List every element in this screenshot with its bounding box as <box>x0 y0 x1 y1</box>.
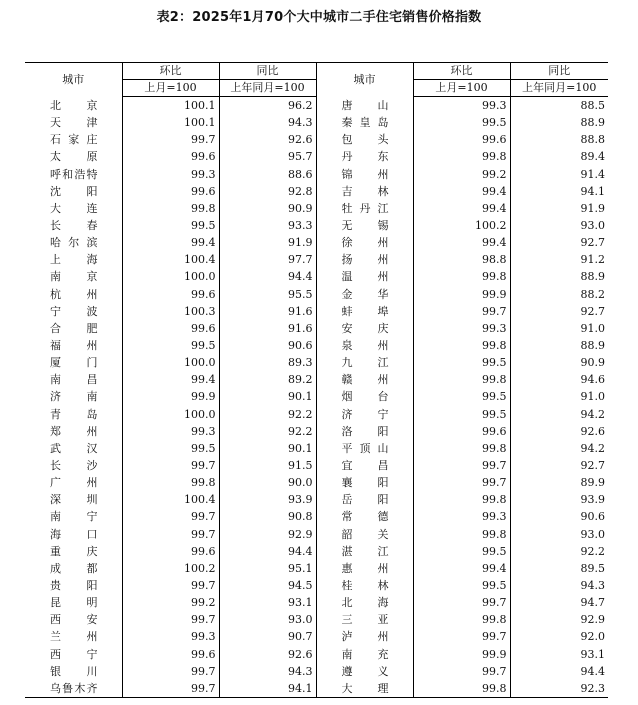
cell-mom-right: 98.8 <box>413 251 510 268</box>
table-row <box>25 217 608 234</box>
cell-mom-right: 99.3 <box>413 97 510 115</box>
cell-mom-right: 99.8 <box>413 611 510 628</box>
table-row <box>25 594 608 611</box>
cell-mom-right: 99.4 <box>413 183 510 200</box>
cell-mom-left: 99.6 <box>122 148 219 165</box>
cell-city-left: 石家庄 <box>50 133 98 147</box>
cell-city-left: 昆明 <box>50 596 98 610</box>
cell-yoy-left: 91.6 <box>219 320 316 337</box>
cell-mom-right: 99.3 <box>413 508 510 525</box>
cell-mom-right: 99.9 <box>413 646 510 663</box>
header-yoy-left: 同比 <box>219 63 316 80</box>
cell-yoy-left: 92.6 <box>219 646 316 663</box>
cell-mom-right: 99.5 <box>413 406 510 423</box>
cell-yoy-left: 92.8 <box>219 183 316 200</box>
header-yoy-right: 同比 <box>510 63 608 80</box>
cell-mom-left: 99.3 <box>122 628 219 645</box>
cell-mom-right: 99.6 <box>413 423 510 440</box>
cell-city-left: 宁波 <box>50 304 98 318</box>
cell-mom-left: 99.7 <box>122 577 219 594</box>
table-body <box>25 97 608 698</box>
cell-city-left: 哈尔滨 <box>50 236 98 250</box>
cell-mom-left: 99.6 <box>122 320 219 337</box>
cell-mom-right: 100.2 <box>413 217 510 234</box>
cell-city-right: 牡丹江 <box>316 200 413 217</box>
cell-city-right: 扬州 <box>316 251 413 268</box>
cell-mom-right: 99.5 <box>413 388 510 405</box>
cell-city-right: 吉林 <box>316 183 413 200</box>
cell-mom-left: 99.7 <box>122 526 219 543</box>
cell-mom-right: 99.8 <box>413 491 510 508</box>
table-row <box>25 577 608 594</box>
cell-city-right: 济宁 <box>316 406 413 423</box>
cell-yoy-left: 90.0 <box>219 474 316 491</box>
table-row <box>25 114 608 131</box>
cell-yoy-right: 88.5 <box>510 97 608 115</box>
cell-yoy-left: 92.2 <box>219 406 316 423</box>
cell-city-right: 桂林 <box>316 577 413 594</box>
cell-yoy-left: 92.9 <box>219 526 316 543</box>
table-row <box>25 200 608 217</box>
cell-city-left: 北京 <box>50 98 98 112</box>
cell-city-right: 大理 <box>316 680 413 698</box>
cell-yoy-right: 93.0 <box>510 217 608 234</box>
cell-yoy-right: 92.7 <box>510 234 608 251</box>
table-row <box>25 97 608 115</box>
cell-mom-left: 99.7 <box>122 131 219 148</box>
cell-yoy-right: 93.1 <box>510 646 608 663</box>
header-yoy-base-right: 上年同月=100 <box>510 80 608 97</box>
cell-city-left: 合肥 <box>50 321 98 335</box>
cell-mom-right: 99.5 <box>413 577 510 594</box>
cell-yoy-left: 90.1 <box>219 440 316 457</box>
header-mom-base-left: 上月=100 <box>122 80 219 97</box>
cell-mom-right: 99.8 <box>413 337 510 354</box>
cell-yoy-right: 92.9 <box>510 611 608 628</box>
cell-city-right: 襄阳 <box>316 474 413 491</box>
cell-mom-right: 99.8 <box>413 268 510 285</box>
cell-mom-left: 99.9 <box>122 388 219 405</box>
cell-yoy-right: 92.2 <box>510 543 608 560</box>
cell-city-left: 呼和浩特 <box>50 167 98 181</box>
table-row <box>25 406 608 423</box>
cell-city-right: 唐山 <box>316 97 413 115</box>
cell-mom-left: 99.7 <box>122 611 219 628</box>
cell-yoy-right: 92.7 <box>510 457 608 474</box>
cell-yoy-left: 94.3 <box>219 663 316 680</box>
cell-mom-left: 99.7 <box>122 508 219 525</box>
cell-mom-right: 99.9 <box>413 286 510 303</box>
cell-city-left: 海口 <box>50 527 98 541</box>
table-row <box>25 526 608 543</box>
table-row <box>25 628 608 645</box>
table-row <box>25 457 608 474</box>
cell-yoy-right: 89.4 <box>510 148 608 165</box>
cell-yoy-right: 88.9 <box>510 114 608 131</box>
cell-mom-right: 99.8 <box>413 440 510 457</box>
table-row <box>25 560 608 577</box>
cell-city-right: 宜昌 <box>316 457 413 474</box>
cell-yoy-left: 96.2 <box>219 97 316 115</box>
table-row <box>25 371 608 388</box>
table-row <box>25 474 608 491</box>
cell-mom-left: 99.7 <box>122 457 219 474</box>
cell-city-left: 天津 <box>50 116 98 130</box>
cell-mom-right: 99.4 <box>413 200 510 217</box>
cell-city-left: 厦门 <box>50 356 98 370</box>
cell-mom-left: 99.2 <box>122 594 219 611</box>
cell-yoy-right: 93.9 <box>510 491 608 508</box>
cell-mom-right: 99.7 <box>413 303 510 320</box>
cell-yoy-right: 91.0 <box>510 388 608 405</box>
cell-yoy-left: 90.1 <box>219 388 316 405</box>
cell-city-right: 徐州 <box>316 234 413 251</box>
cell-yoy-right: 90.6 <box>510 508 608 525</box>
cell-city-left: 长沙 <box>50 459 98 473</box>
cell-yoy-right: 89.5 <box>510 560 608 577</box>
table-row <box>25 337 608 354</box>
table-row <box>25 148 608 165</box>
cell-city-right: 常德 <box>316 508 413 525</box>
cell-yoy-left: 89.3 <box>219 354 316 371</box>
cell-yoy-left: 93.9 <box>219 491 316 508</box>
table-row <box>25 303 608 320</box>
cell-mom-left: 99.6 <box>122 183 219 200</box>
cell-city-right: 九江 <box>316 354 413 371</box>
cell-city-left: 深圳 <box>50 493 98 507</box>
cell-yoy-left: 90.8 <box>219 508 316 525</box>
cell-yoy-right: 92.7 <box>510 303 608 320</box>
cell-mom-left: 100.4 <box>122 491 219 508</box>
cell-mom-left: 100.0 <box>122 354 219 371</box>
cell-city-left: 福州 <box>50 339 98 353</box>
table-row <box>25 423 608 440</box>
header-mom-right: 环比 <box>413 63 510 80</box>
cell-mom-right: 99.6 <box>413 131 510 148</box>
header-city-right: 城市 <box>316 63 413 97</box>
cell-city-right: 南充 <box>316 646 413 663</box>
cell-yoy-left: 95.1 <box>219 560 316 577</box>
price-index-table <box>25 62 608 698</box>
cell-yoy-left: 94.4 <box>219 543 316 560</box>
cell-city-left: 南宁 <box>50 510 98 524</box>
cell-yoy-left: 94.3 <box>219 114 316 131</box>
cell-yoy-right: 91.2 <box>510 251 608 268</box>
table-row <box>25 183 608 200</box>
cell-mom-left: 99.6 <box>122 286 219 303</box>
cell-mom-right: 99.4 <box>413 234 510 251</box>
cell-city-right: 惠州 <box>316 560 413 577</box>
cell-city-left: 兰州 <box>50 630 98 644</box>
cell-yoy-right: 90.9 <box>510 354 608 371</box>
header-city-left: 城市 <box>62 72 85 86</box>
cell-city-left: 太原 <box>50 150 98 164</box>
cell-yoy-right: 94.2 <box>510 406 608 423</box>
cell-city-right: 岳阳 <box>316 491 413 508</box>
cell-city-right: 丹东 <box>316 148 413 165</box>
table-row <box>25 131 608 148</box>
cell-yoy-right: 94.6 <box>510 371 608 388</box>
table-row <box>25 166 608 183</box>
cell-city-left: 大连 <box>50 201 98 215</box>
cell-city-right: 安庆 <box>316 320 413 337</box>
table-row <box>25 543 608 560</box>
cell-city-right: 韶关 <box>316 526 413 543</box>
cell-mom-right: 99.3 <box>413 320 510 337</box>
cell-yoy-left: 90.7 <box>219 628 316 645</box>
table-row <box>25 354 608 371</box>
cell-city-left: 青岛 <box>50 407 98 421</box>
cell-mom-left: 99.8 <box>122 474 219 491</box>
cell-city-left: 沈阳 <box>50 184 98 198</box>
cell-yoy-left: 93.3 <box>219 217 316 234</box>
cell-yoy-right: 88.9 <box>510 337 608 354</box>
cell-yoy-right: 94.1 <box>510 183 608 200</box>
table-row <box>25 646 608 663</box>
cell-city-left: 郑州 <box>50 424 98 438</box>
cell-city-left: 西宁 <box>50 647 98 661</box>
cell-yoy-left: 89.2 <box>219 371 316 388</box>
cell-mom-right: 99.8 <box>413 680 510 698</box>
table-row <box>25 440 608 457</box>
table-row <box>25 611 608 628</box>
cell-mom-left: 99.7 <box>122 680 219 698</box>
cell-mom-left: 100.2 <box>122 560 219 577</box>
cell-mom-left: 99.6 <box>122 543 219 560</box>
cell-city-left: 济南 <box>50 390 98 404</box>
cell-mom-left: 99.5 <box>122 337 219 354</box>
cell-mom-left: 99.4 <box>122 371 219 388</box>
cell-mom-right: 99.5 <box>413 543 510 560</box>
cell-yoy-left: 91.5 <box>219 457 316 474</box>
header-mom-left: 环比 <box>122 63 219 80</box>
cell-mom-left: 100.4 <box>122 251 219 268</box>
cell-city-right: 秦皇岛 <box>316 114 413 131</box>
cell-yoy-right: 88.8 <box>510 131 608 148</box>
cell-mom-right: 99.5 <box>413 114 510 131</box>
cell-city-left: 成都 <box>50 561 98 575</box>
cell-yoy-left: 92.6 <box>219 131 316 148</box>
cell-city-right: 洛阳 <box>316 423 413 440</box>
cell-mom-right: 99.8 <box>413 526 510 543</box>
table-row <box>25 491 608 508</box>
cell-mom-left: 100.3 <box>122 303 219 320</box>
cell-yoy-left: 93.1 <box>219 594 316 611</box>
cell-yoy-right: 92.0 <box>510 628 608 645</box>
cell-mom-right: 99.7 <box>413 457 510 474</box>
cell-city-right: 赣州 <box>316 371 413 388</box>
cell-city-left: 西安 <box>50 613 98 627</box>
cell-city-left: 贵阳 <box>50 579 98 592</box>
header-yoy-base-left: 上年同月=100 <box>219 80 316 97</box>
cell-city-right: 温州 <box>316 268 413 285</box>
cell-mom-left: 99.6 <box>122 646 219 663</box>
cell-city-left: 上海 <box>50 253 98 267</box>
cell-city-right: 平顶山 <box>316 440 413 457</box>
cell-yoy-left: 94.4 <box>219 268 316 285</box>
cell-yoy-right: 91.9 <box>510 200 608 217</box>
cell-mom-left: 100.0 <box>122 406 219 423</box>
cell-city-left: 杭州 <box>50 287 98 301</box>
cell-city-left: 乌鲁木齐 <box>25 680 122 698</box>
cell-mom-right: 99.7 <box>413 474 510 491</box>
table-row <box>25 680 608 698</box>
cell-mom-left: 100.1 <box>122 97 219 115</box>
cell-city-right: 烟台 <box>316 388 413 405</box>
cell-mom-right: 99.2 <box>413 166 510 183</box>
cell-mom-right: 99.7 <box>413 628 510 645</box>
cell-yoy-right: 88.9 <box>510 268 608 285</box>
cell-city-right: 三亚 <box>316 611 413 628</box>
cell-mom-left: 99.3 <box>122 166 219 183</box>
table-row <box>25 508 608 525</box>
cell-yoy-left: 93.0 <box>219 611 316 628</box>
cell-mom-left: 100.1 <box>122 114 219 131</box>
cell-city-right: 湛江 <box>316 543 413 560</box>
cell-mom-left: 100.0 <box>122 268 219 285</box>
cell-yoy-right: 94.2 <box>510 440 608 457</box>
cell-mom-right: 99.7 <box>413 663 510 680</box>
cell-yoy-left: 97.7 <box>219 251 316 268</box>
cell-mom-left: 99.5 <box>122 217 219 234</box>
cell-mom-right: 99.5 <box>413 354 510 371</box>
cell-mom-left: 99.7 <box>122 663 219 680</box>
cell-mom-right: 99.8 <box>413 148 510 165</box>
table-row <box>25 268 608 285</box>
cell-city-right: 泸州 <box>316 628 413 645</box>
cell-mom-right: 99.4 <box>413 560 510 577</box>
header-row-1 <box>25 63 608 80</box>
cell-mom-left: 99.8 <box>122 200 219 217</box>
cell-mom-left: 99.4 <box>122 234 219 251</box>
table-row <box>25 234 608 251</box>
header-mom-base-right: 上月=100 <box>413 80 510 97</box>
cell-city-right: 无锡 <box>316 217 413 234</box>
cell-yoy-left: 90.9 <box>219 200 316 217</box>
cell-yoy-right: 92.6 <box>510 423 608 440</box>
cell-yoy-left: 90.6 <box>219 337 316 354</box>
cell-city-right: 包头 <box>316 131 413 148</box>
cell-yoy-right: 94.3 <box>510 577 608 594</box>
cell-yoy-left: 92.2 <box>219 423 316 440</box>
cell-yoy-left: 91.6 <box>219 303 316 320</box>
cell-yoy-right: 93.0 <box>510 526 608 543</box>
cell-city-left: 重庆 <box>50 544 98 558</box>
cell-city-left: 南昌 <box>50 373 98 387</box>
table-row <box>25 251 608 268</box>
cell-city-left: 长春 <box>50 219 98 233</box>
cell-city-right: 蚌埠 <box>316 303 413 320</box>
cell-mom-right: 99.8 <box>413 371 510 388</box>
cell-city-right: 北海 <box>316 594 413 611</box>
cell-yoy-right: 91.0 <box>510 320 608 337</box>
cell-mom-right: 99.7 <box>413 594 510 611</box>
cell-mom-left: 99.3 <box>122 423 219 440</box>
cell-yoy-left: 88.6 <box>219 166 316 183</box>
cell-yoy-right: 94.4 <box>510 663 608 680</box>
cell-city-left: 银川 <box>50 664 98 678</box>
table-row <box>25 320 608 337</box>
table-title: 表2：2025年1月70个大中城市二手住宅销售价格指数 <box>156 10 482 25</box>
cell-city-right: 锦州 <box>316 166 413 183</box>
cell-yoy-left: 94.1 <box>219 680 316 698</box>
cell-city-right: 泉州 <box>316 337 413 354</box>
cell-city-left: 武汉 <box>50 441 98 455</box>
table-row <box>25 388 608 405</box>
cell-yoy-left: 91.9 <box>219 234 316 251</box>
table-row <box>25 286 608 303</box>
cell-city-right: 遵义 <box>316 663 413 680</box>
cell-yoy-right: 94.7 <box>510 594 608 611</box>
cell-city-left: 南京 <box>50 270 98 284</box>
table-row <box>25 663 608 680</box>
cell-yoy-left: 95.5 <box>219 286 316 303</box>
cell-yoy-right: 88.2 <box>510 286 608 303</box>
cell-yoy-right: 92.3 <box>510 680 608 698</box>
cell-yoy-left: 94.5 <box>219 577 316 594</box>
cell-yoy-right: 91.4 <box>510 166 608 183</box>
cell-yoy-right: 89.9 <box>510 474 608 491</box>
cell-city-left: 广州 <box>50 476 98 490</box>
cell-mom-left: 99.5 <box>122 440 219 457</box>
cell-yoy-left: 95.7 <box>219 148 316 165</box>
cell-city-right: 金华 <box>316 286 413 303</box>
